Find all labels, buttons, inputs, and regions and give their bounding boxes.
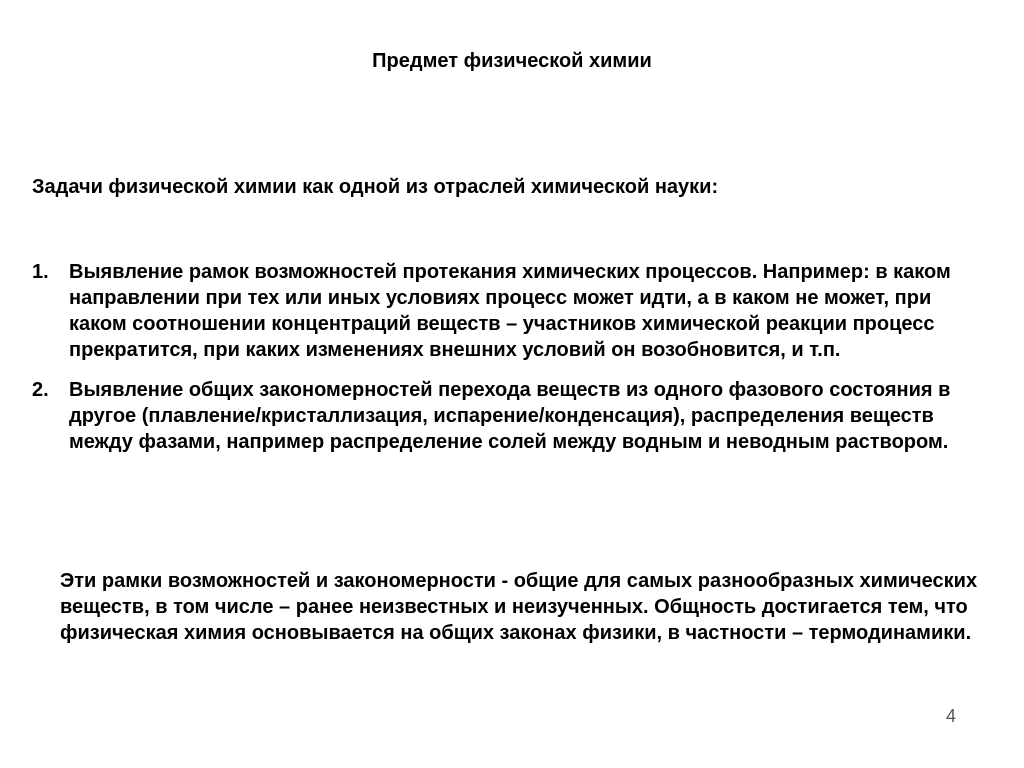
conclusion-paragraph: Эти рамки возможностей и закономерности - общие для самых разнообразных химических веществ, в том числе – ранее неизвестных и неизученных. Общность достигается тем, что физическая химия основывается на общих законах физики, в частности – термодинамики. [60, 570, 978, 644]
list-item [32, 377, 992, 455]
slide-subtitle: Задачи физической химии как одной из отраслей химической науки: [32, 176, 719, 198]
task-list [32, 259, 992, 469]
list-item [32, 259, 992, 363]
list-item-number: 1. [32, 261, 49, 283]
list-item-number: 2. [32, 379, 49, 401]
list-item-text: Выявление общих закономерностей перехода веществ из одного фазового состояния в другое (плавление/кристаллизация, испарение/конденсация), распределения веществ между фазами, например распределение солей между водным и неводным раствором. [69, 379, 951, 453]
list-item-text: Выявление рамок возможностей протекания химических процессов. Например: в каком направлении при тех или иных условиях процесс может идти, а в каком не может, при каком соотношении концентраций веществ – участников химической реакции процесс прекратится, при каких изменениях внешних условий он возобновится, и т.п. [69, 261, 951, 361]
page-number: 4 [946, 706, 957, 726]
slide-title: Предмет физической химии [372, 50, 652, 72]
